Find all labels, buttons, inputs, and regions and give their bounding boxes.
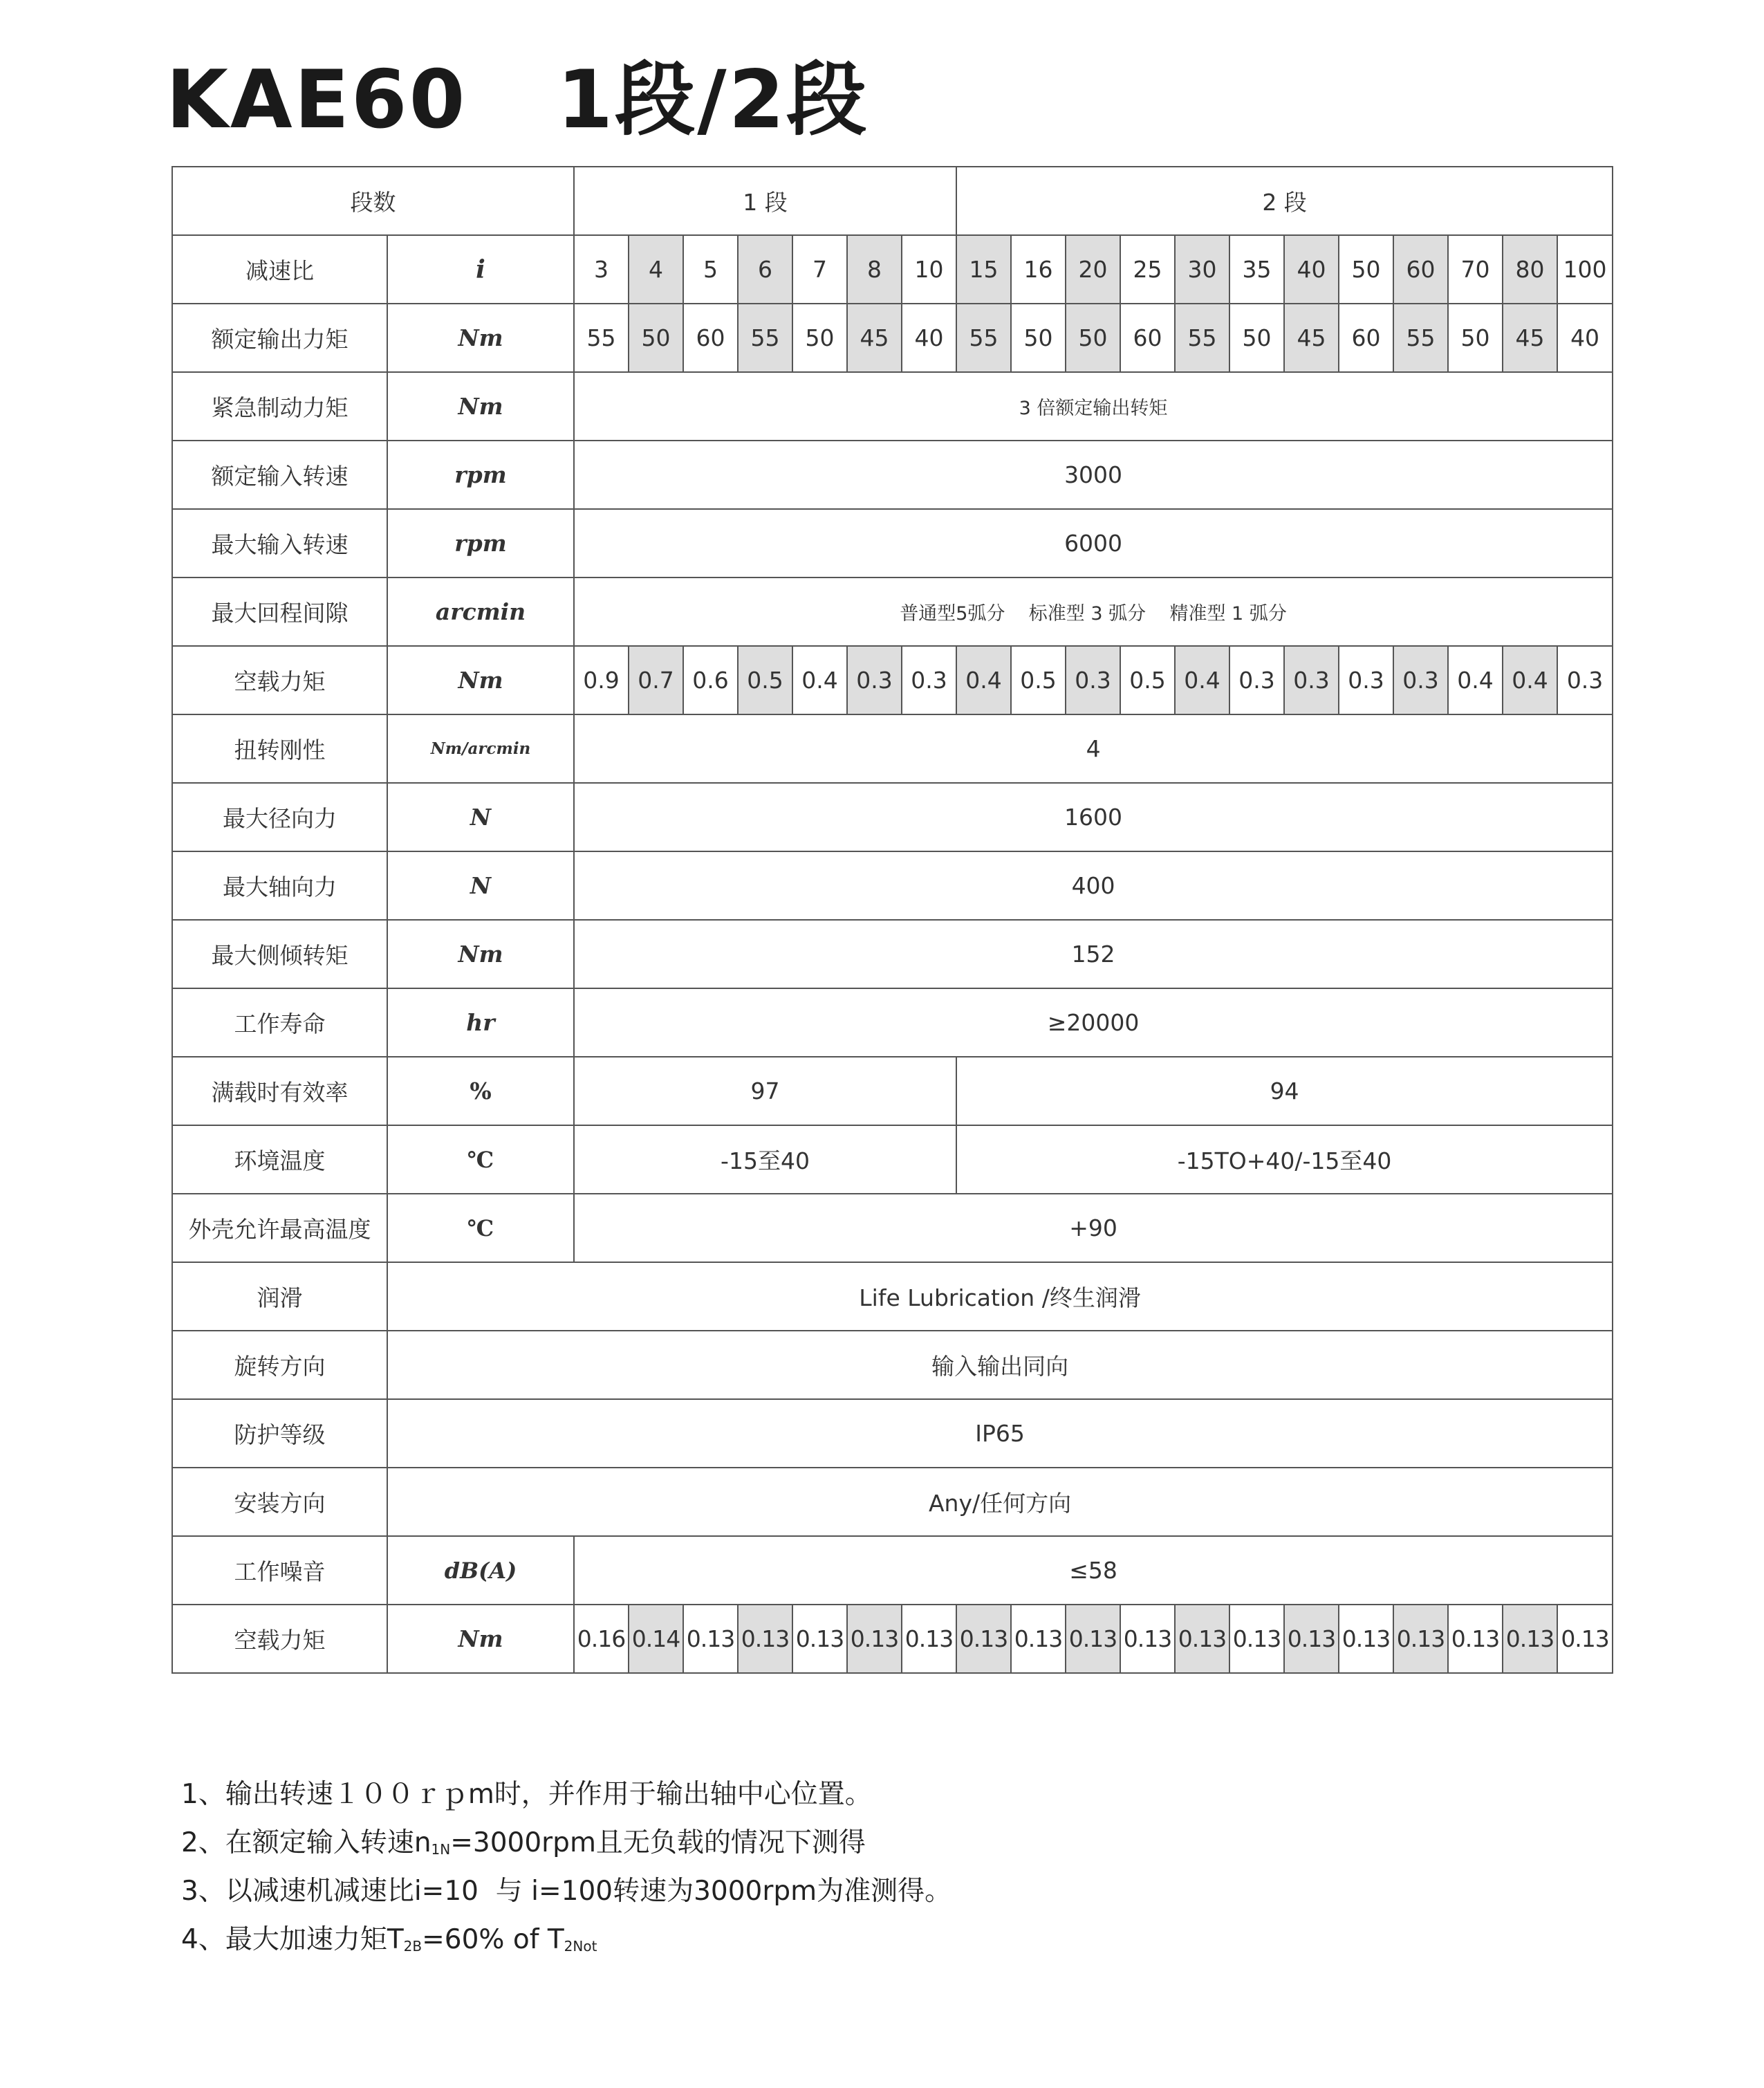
torque-value: 60 (1120, 304, 1175, 372)
noload2-value: 0.13 (1393, 1605, 1448, 1673)
noload-value: 0.3 (1066, 646, 1120, 714)
torque-value: 50 (792, 304, 847, 372)
efficiency-unit: % (387, 1057, 574, 1125)
table-row-radial (172, 783, 1613, 851)
housing-unit: ℃ (387, 1194, 574, 1262)
note-2-text-end: =3000rpm且无负载的情况下测得 (450, 1827, 866, 1858)
noload-value: 0.3 (1557, 646, 1613, 714)
stage2-header: 2 段 (956, 167, 1613, 235)
efficiency-stage2: 94 (956, 1057, 1613, 1125)
mounting-label: 安装方向 (172, 1468, 387, 1536)
max-speed-label: 最大输入转速 (172, 509, 387, 578)
torque-value: 60 (683, 304, 738, 372)
noload-value: 0.3 (902, 646, 956, 714)
stage1-header: 1 段 (574, 167, 956, 235)
noload-value: 0.5 (738, 646, 792, 714)
note-3: 3、以减速机减速比i=10 与 i=100转速为3000rpm为准测得。 (181, 1876, 952, 1907)
noload-value: 0.4 (1448, 646, 1503, 714)
torque-value: 55 (956, 304, 1011, 372)
noload-value: 0.4 (956, 646, 1011, 714)
torque-value: 60 (1339, 304, 1393, 372)
radial-value: 1600 (574, 783, 1613, 851)
ratio-value: 4 (629, 235, 683, 304)
noload2-value: 0.13 (1448, 1605, 1503, 1673)
ratio-label: 减速比 (172, 235, 387, 304)
backlash-label: 最大回程间隙 (172, 578, 387, 646)
ratio-value: 80 (1503, 235, 1557, 304)
tilt-unit: Nm (387, 920, 574, 988)
noload-value: 0.7 (629, 646, 683, 714)
table-row-rated-speed (172, 441, 1613, 509)
noload2-label: 空载力矩 (172, 1605, 387, 1673)
torque-label: 额定输出力矩 (172, 304, 387, 372)
torque-value: 50 (1011, 304, 1066, 372)
noload2-value: 0.13 (792, 1605, 847, 1673)
torque-value: 50 (1448, 304, 1503, 372)
torque-value: 50 (1066, 304, 1120, 372)
noload2-value: 0.13 (1120, 1605, 1175, 1673)
note-4-text-mid: =60% of T (422, 1924, 564, 1955)
note-4-text: 4、最大加速力矩T (181, 1924, 404, 1955)
noload2-value: 0.14 (629, 1605, 683, 1673)
axial-value: 400 (574, 851, 1613, 920)
rotation-label: 旋转方向 (172, 1331, 387, 1399)
noload-value: 0.3 (1339, 646, 1393, 714)
table-row-stages (172, 167, 1613, 235)
table-row-emergency (172, 372, 1613, 441)
tilt-label: 最大侧倾转矩 (172, 920, 387, 988)
torque-value: 55 (738, 304, 792, 372)
noload-value: 0.4 (1175, 646, 1229, 714)
ambient-stage2: -15TO+40/-15至40 (956, 1125, 1613, 1194)
protection-label: 防护等级 (172, 1399, 387, 1468)
ratio-value: 5 (683, 235, 738, 304)
noload-value: 0.3 (1393, 646, 1448, 714)
ratio-value: 35 (1229, 235, 1284, 304)
ratio-value: 10 (902, 235, 956, 304)
housing-value: +90 (574, 1194, 1613, 1262)
table-row-axial (172, 851, 1613, 920)
ratio-value: 6 (738, 235, 792, 304)
axial-label: 最大轴向力 (172, 851, 387, 920)
ratio-value: 25 (1120, 235, 1175, 304)
torque-value: 45 (1284, 304, 1339, 372)
radial-unit: N (387, 783, 574, 851)
note-2-text: 2、在额定输入转速n (181, 1827, 431, 1858)
housing-label: 外壳允许最高温度 (172, 1194, 387, 1262)
emergency-value: 3 倍额定输出转矩 (574, 372, 1613, 441)
ambient-label: 环境温度 (172, 1125, 387, 1194)
emergency-unit: Nm (387, 372, 574, 441)
table-row-tilt (172, 920, 1613, 988)
stiffness-unit: Nm/arcmin (387, 714, 574, 783)
table-row-housing (172, 1194, 1613, 1262)
table-row-noise (172, 1536, 1613, 1605)
noload2-value: 0.13 (1503, 1605, 1557, 1673)
table-row-backlash (172, 578, 1613, 646)
stiffness-label: 扭转刚性 (172, 714, 387, 783)
table-row-mounting (172, 1468, 1613, 1536)
table-row-rotation (172, 1331, 1613, 1399)
ratio-value: 100 (1557, 235, 1613, 304)
noise-label: 工作噪音 (172, 1536, 387, 1605)
torque-unit: Nm (387, 304, 574, 372)
table-row-stiffness (172, 714, 1613, 783)
noise-value: ≤58 (574, 1536, 1613, 1605)
noload-label: 空载力矩 (172, 646, 387, 714)
torque-value: 55 (1393, 304, 1448, 372)
ratio-value: 60 (1393, 235, 1448, 304)
rated-speed-unit: rpm (387, 441, 574, 509)
noload-value: 0.6 (683, 646, 738, 714)
table-row-ambient (172, 1125, 1613, 1194)
noload2-value: 0.13 (683, 1605, 738, 1673)
ratio-value: 8 (847, 235, 902, 304)
ratio-value: 70 (1448, 235, 1503, 304)
page-title: KAE60 1段/2段 (166, 53, 869, 147)
backlash-unit: arcmin (387, 578, 574, 646)
noload-value: 0.5 (1011, 646, 1066, 714)
table-row-noload-torque-2 (172, 1605, 1613, 1673)
ratio-value: 30 (1175, 235, 1229, 304)
noload2-value: 0.13 (1284, 1605, 1339, 1673)
noload-value: 0.5 (1120, 646, 1175, 714)
noload-value: 0.4 (792, 646, 847, 714)
torque-value: 40 (1557, 304, 1613, 372)
table-row-torque (172, 304, 1613, 372)
table-row-efficiency (172, 1057, 1613, 1125)
torque-value: 40 (902, 304, 956, 372)
noload2-unit: Nm (387, 1605, 574, 1673)
rotation-value: 输入输出同向 (387, 1331, 1613, 1399)
noise-unit: dB(A) (387, 1536, 574, 1605)
efficiency-label: 满载时有效率 (172, 1057, 387, 1125)
ratio-value: 40 (1284, 235, 1339, 304)
noload2-value: 0.13 (1557, 1605, 1613, 1673)
note-4 (181, 1916, 951, 1964)
table-row-protection (172, 1399, 1613, 1468)
spec-table (171, 166, 1613, 1674)
table-row-lube (172, 1262, 1613, 1331)
torque-value: 45 (1503, 304, 1557, 372)
mounting-value: Any/任何方向 (387, 1468, 1613, 1536)
life-label: 工作寿命 (172, 988, 387, 1057)
noload2-value: 0.13 (902, 1605, 956, 1673)
emergency-label: 紧急制动力矩 (172, 372, 387, 441)
footnotes (181, 1771, 951, 1964)
note-4-subscript-2: 2Not (564, 1938, 597, 1955)
ratio-value: 16 (1011, 235, 1066, 304)
ratio-value: 50 (1339, 235, 1393, 304)
table-row-noload-torque (172, 646, 1613, 714)
noload2-value: 0.13 (1011, 1605, 1066, 1673)
noload2-value: 0.13 (1175, 1605, 1229, 1673)
table-row-life (172, 988, 1613, 1057)
axial-unit: N (387, 851, 574, 920)
stages-label: 段数 (172, 167, 574, 235)
ambient-unit: ℃ (387, 1125, 574, 1194)
backlash-value: 普通型5弧分 标准型 3 弧分 精准型 1 弧分 (574, 578, 1613, 646)
life-value: ≥20000 (574, 988, 1613, 1057)
max-speed-value: 6000 (574, 509, 1613, 578)
note-1: 1、输出转速１００ｒｐm时，并作用于输出轴中心位置。 (181, 1779, 872, 1810)
table-row-max-speed (172, 509, 1613, 578)
ratio-value: 3 (574, 235, 629, 304)
noload2-value: 0.13 (1339, 1605, 1393, 1673)
noload-value: 0.3 (1229, 646, 1284, 714)
noload2-value: 0.13 (1229, 1605, 1284, 1673)
rated-speed-value: 3000 (574, 441, 1613, 509)
radial-label: 最大径向力 (172, 783, 387, 851)
noload2-value: 0.16 (574, 1605, 629, 1673)
torque-value: 50 (629, 304, 683, 372)
torque-value: 55 (574, 304, 629, 372)
noload-value: 0.3 (1284, 646, 1339, 714)
ratio-unit: i (387, 235, 574, 304)
ratio-value: 15 (956, 235, 1011, 304)
tilt-value: 152 (574, 920, 1613, 988)
noload2-value: 0.13 (738, 1605, 792, 1673)
torque-value: 45 (847, 304, 902, 372)
life-unit: hr (387, 988, 574, 1057)
rated-speed-label: 额定输入转速 (172, 441, 387, 509)
note-2 (181, 1819, 951, 1867)
noload-value: 0.9 (574, 646, 629, 714)
noload2-value: 0.13 (956, 1605, 1011, 1673)
table-row-ratio (172, 235, 1613, 304)
max-speed-unit: rpm (387, 509, 574, 578)
efficiency-stage1: 97 (574, 1057, 956, 1125)
noload2-value: 0.13 (847, 1605, 902, 1673)
note-2-subscript: 1N (431, 1841, 451, 1858)
noload-unit: Nm (387, 646, 574, 714)
noload2-value: 0.13 (1066, 1605, 1120, 1673)
torque-value: 55 (1175, 304, 1229, 372)
ratio-value: 7 (792, 235, 847, 304)
stiffness-value: 4 (574, 714, 1613, 783)
ratio-value: 20 (1066, 235, 1120, 304)
noload-value: 0.3 (847, 646, 902, 714)
lube-label: 润滑 (172, 1262, 387, 1331)
note-4-subscript: 2B (403, 1938, 423, 1955)
protection-value: IP65 (387, 1399, 1613, 1468)
lube-value: Life Lubrication /终生润滑 (387, 1262, 1613, 1331)
noload-value: 0.4 (1503, 646, 1557, 714)
torque-value: 50 (1229, 304, 1284, 372)
ambient-stage1: -15至40 (574, 1125, 956, 1194)
